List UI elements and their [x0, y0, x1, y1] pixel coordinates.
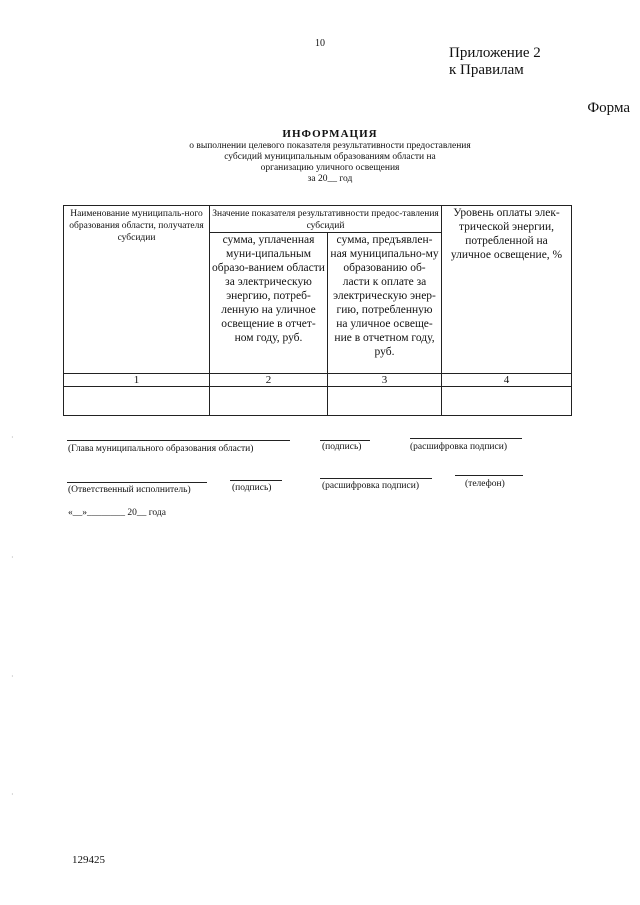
col-municipality-header: Наименование муниципаль-ного образования области, получателя субсидии	[64, 206, 210, 374]
column-number: 2	[210, 374, 328, 387]
scan-speck: ·	[11, 790, 14, 799]
appendix-reference	[449, 45, 541, 79]
head-signature-label: (подпись)	[322, 442, 362, 452]
head-decoding-label: (расшифровка подписи)	[410, 442, 507, 452]
title-heading: ИНФОРМАЦИЯ	[282, 128, 378, 140]
title-line-1: о выполнении целевого показателя результативности предоставления	[189, 141, 471, 151]
exec-phone-line	[455, 475, 523, 476]
exec-decoding-line	[320, 478, 432, 479]
table-cell[interactable]	[328, 387, 442, 416]
column-number: 1	[64, 374, 210, 387]
scan-code: 129425	[72, 854, 105, 866]
table-cell[interactable]	[64, 387, 210, 416]
scan-speck: ·	[11, 553, 14, 562]
head-signature-line	[320, 440, 370, 441]
col-indicator-group-header: Значение показателя результативности предос-тавления субсидий	[210, 206, 442, 233]
table-row	[64, 387, 572, 416]
exec-signature-label: (подпись)	[232, 483, 272, 493]
scan-speck: ·	[11, 672, 14, 681]
exec-name-line	[67, 482, 207, 483]
head-name-line	[67, 440, 290, 441]
document-title	[150, 128, 510, 185]
column-number-row	[64, 374, 572, 387]
col-paid-amount-header: сумма, уплаченная муни-ципальным образо-ванием области за электрическую энергию, потреб-ленную на уличное освещение в отчет-ном году, руб.	[210, 233, 328, 374]
table-cell[interactable]	[442, 387, 572, 416]
report-table	[63, 205, 572, 416]
column-number: 3	[328, 374, 442, 387]
page-number: 10	[315, 38, 325, 49]
column-number: 4	[442, 374, 572, 387]
col-billed-amount-header: сумма, предъявлен-ная муниципально-му образованию об-ласти к оплате за электрическую энер-гию, потребленную на уличное освеще-ние в отчетном году, руб.	[328, 233, 442, 374]
exec-label: (Ответственный исполнитель)	[68, 485, 191, 495]
head-label: (Глава муниципального образования области)	[68, 444, 254, 454]
exec-phone-label: (телефон)	[465, 479, 505, 489]
date-line: «__»________ 20__ года	[68, 508, 166, 518]
col-payment-level-header: Уровень оплаты элек-трической энергии, потребленной на уличное освещение, %	[442, 206, 572, 374]
table-cell[interactable]	[210, 387, 328, 416]
table-header-row	[64, 206, 572, 233]
title-line-2: субсидий муниципальным образованиям области на	[224, 152, 436, 162]
exec-signature-line	[230, 480, 282, 481]
title-line-4: за 20__ год	[307, 174, 353, 184]
appendix-line-2: к Правилам	[449, 62, 524, 78]
form-label: Форма	[587, 100, 630, 116]
head-decoding-line	[410, 438, 522, 439]
title-line-3: организацию уличного освещения	[260, 163, 400, 173]
scan-speck: ·	[11, 433, 14, 442]
exec-decoding-label: (расшифровка подписи)	[322, 481, 419, 491]
appendix-line-1: Приложение 2	[449, 45, 541, 61]
